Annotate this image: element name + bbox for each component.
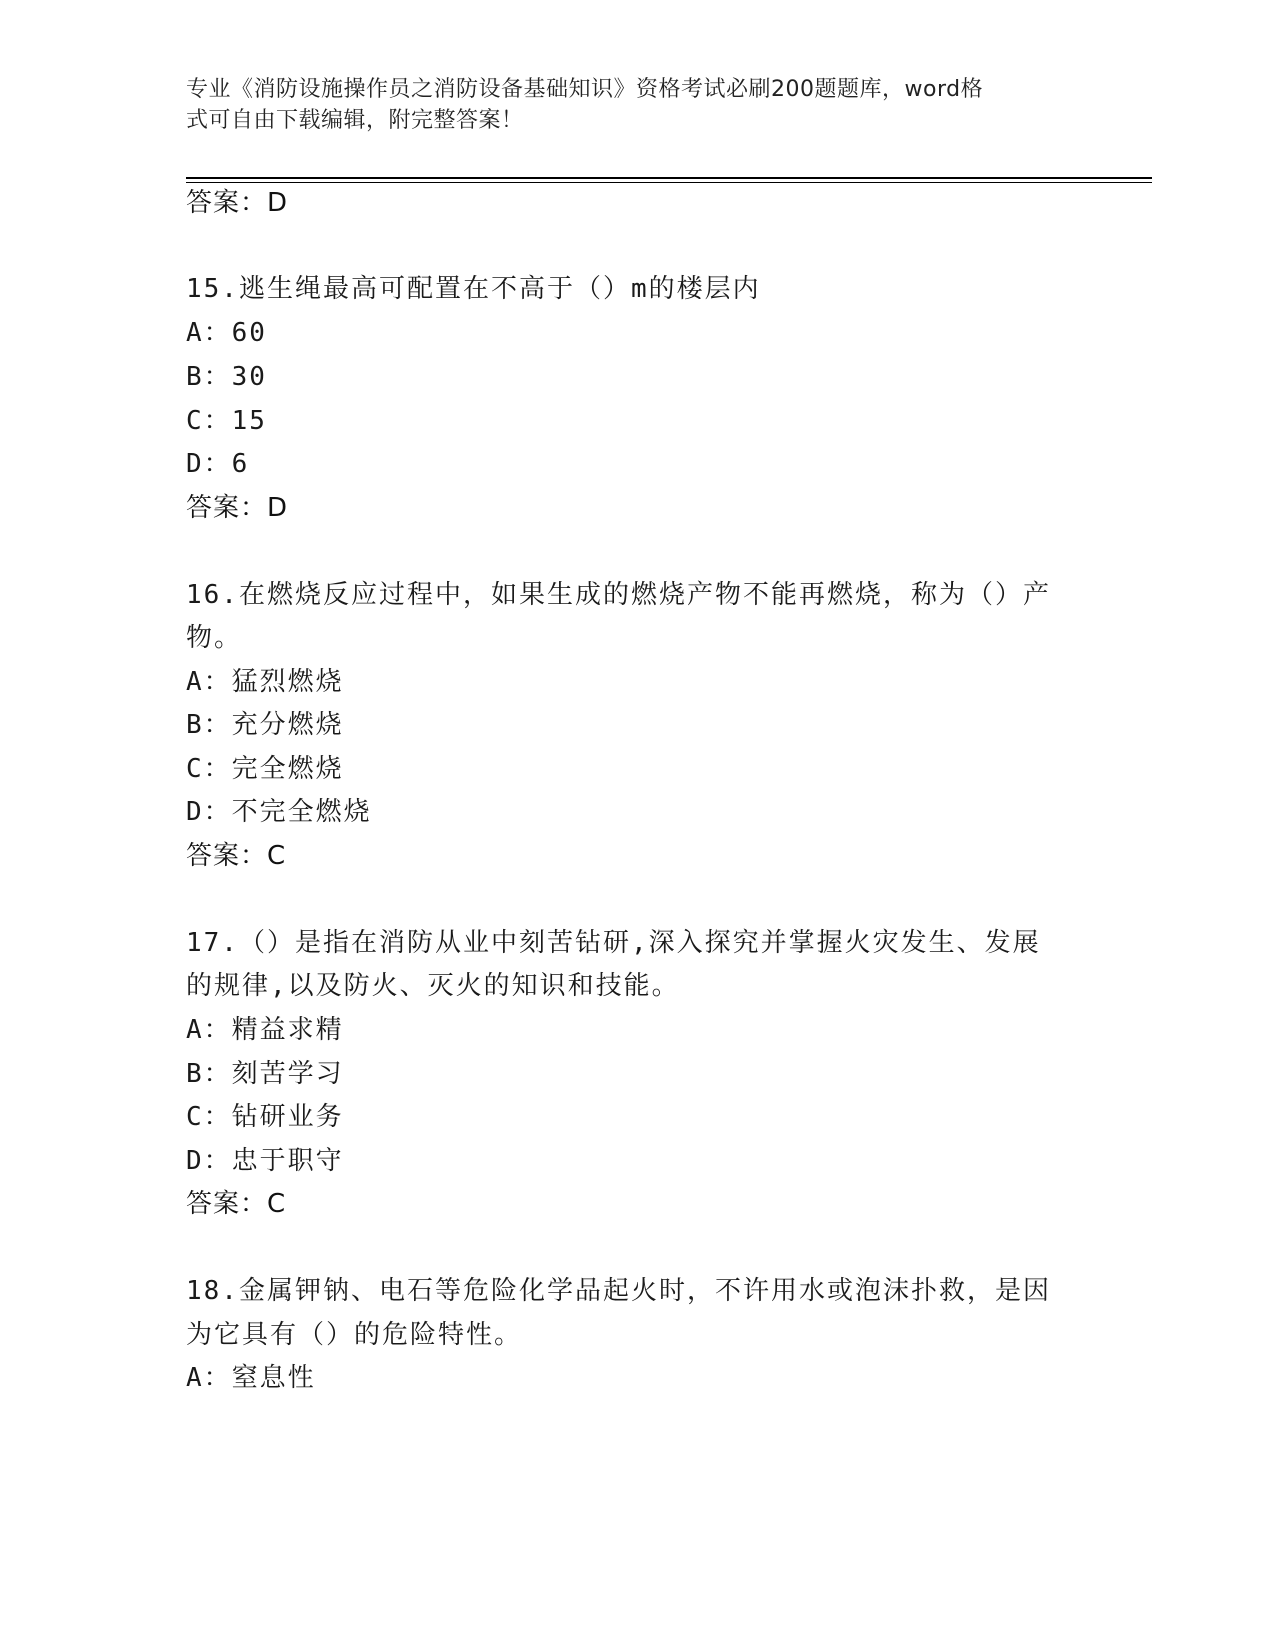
question-16-option-a: A：猛烈燃烧	[186, 667, 344, 697]
question-17-text-line-2: 的规律,以及防火、灭火的知识和技能。	[186, 971, 680, 1001]
question-17-text-line-1: 17.（）是指在消防从业中刻苦钻研,深入探究并掌握火灾发生、发展	[186, 928, 1041, 958]
question-17-option-b: B：刻苦学习	[186, 1059, 344, 1089]
question-16-text-line-2: 物。	[186, 623, 243, 653]
question-16-option-d: D：不完全燃烧	[186, 797, 372, 827]
question-15-answer: 答案：D	[186, 493, 289, 523]
previous-answer: 答案：D	[186, 188, 289, 218]
document-header	[186, 74, 1066, 136]
question-16-text-line-1: 16.在燃烧反应过程中，如果生成的燃烧产物不能再燃烧，称为（）产	[186, 580, 1051, 610]
question-18-option-a: A：窒息性	[186, 1363, 316, 1393]
question-15-option-b: B：30	[186, 362, 267, 392]
question-18-text-line-2: 为它具有（）的危险特性。	[186, 1320, 523, 1350]
question-17-option-a: A：精益求精	[186, 1015, 344, 1045]
header-line-1: 专业《消防设施操作员之消防设备基础知识》资格考试必刷200题题库，word格	[186, 77, 984, 102]
question-15-option-d: D：6	[186, 449, 250, 479]
question-17-option-c: C：钻研业务	[186, 1102, 344, 1132]
question-15-option-c: C：15	[186, 406, 267, 436]
question-15-text: 15.逃生绳最高可配置在不高于（）m的楼层内	[186, 274, 761, 304]
question-17-answer: 答案：C	[186, 1189, 287, 1219]
question-16-answer: 答案：C	[186, 841, 287, 871]
header-rule-thick	[186, 177, 1152, 179]
header-rule-thin	[186, 182, 1152, 183]
question-17-option-d: D：忠于职守	[186, 1146, 344, 1176]
question-15-option-a: A：60	[186, 318, 267, 348]
question-18-text-line-1: 18.金属钾钠、电石等危险化学品起火时，不许用水或泡沫扑救，是因	[186, 1276, 1051, 1306]
question-16-option-c: C：完全燃烧	[186, 754, 344, 784]
header-line-2: 式可自由下载编辑，附完整答案！	[186, 108, 524, 133]
question-16-option-b: B：充分燃烧	[186, 710, 344, 740]
